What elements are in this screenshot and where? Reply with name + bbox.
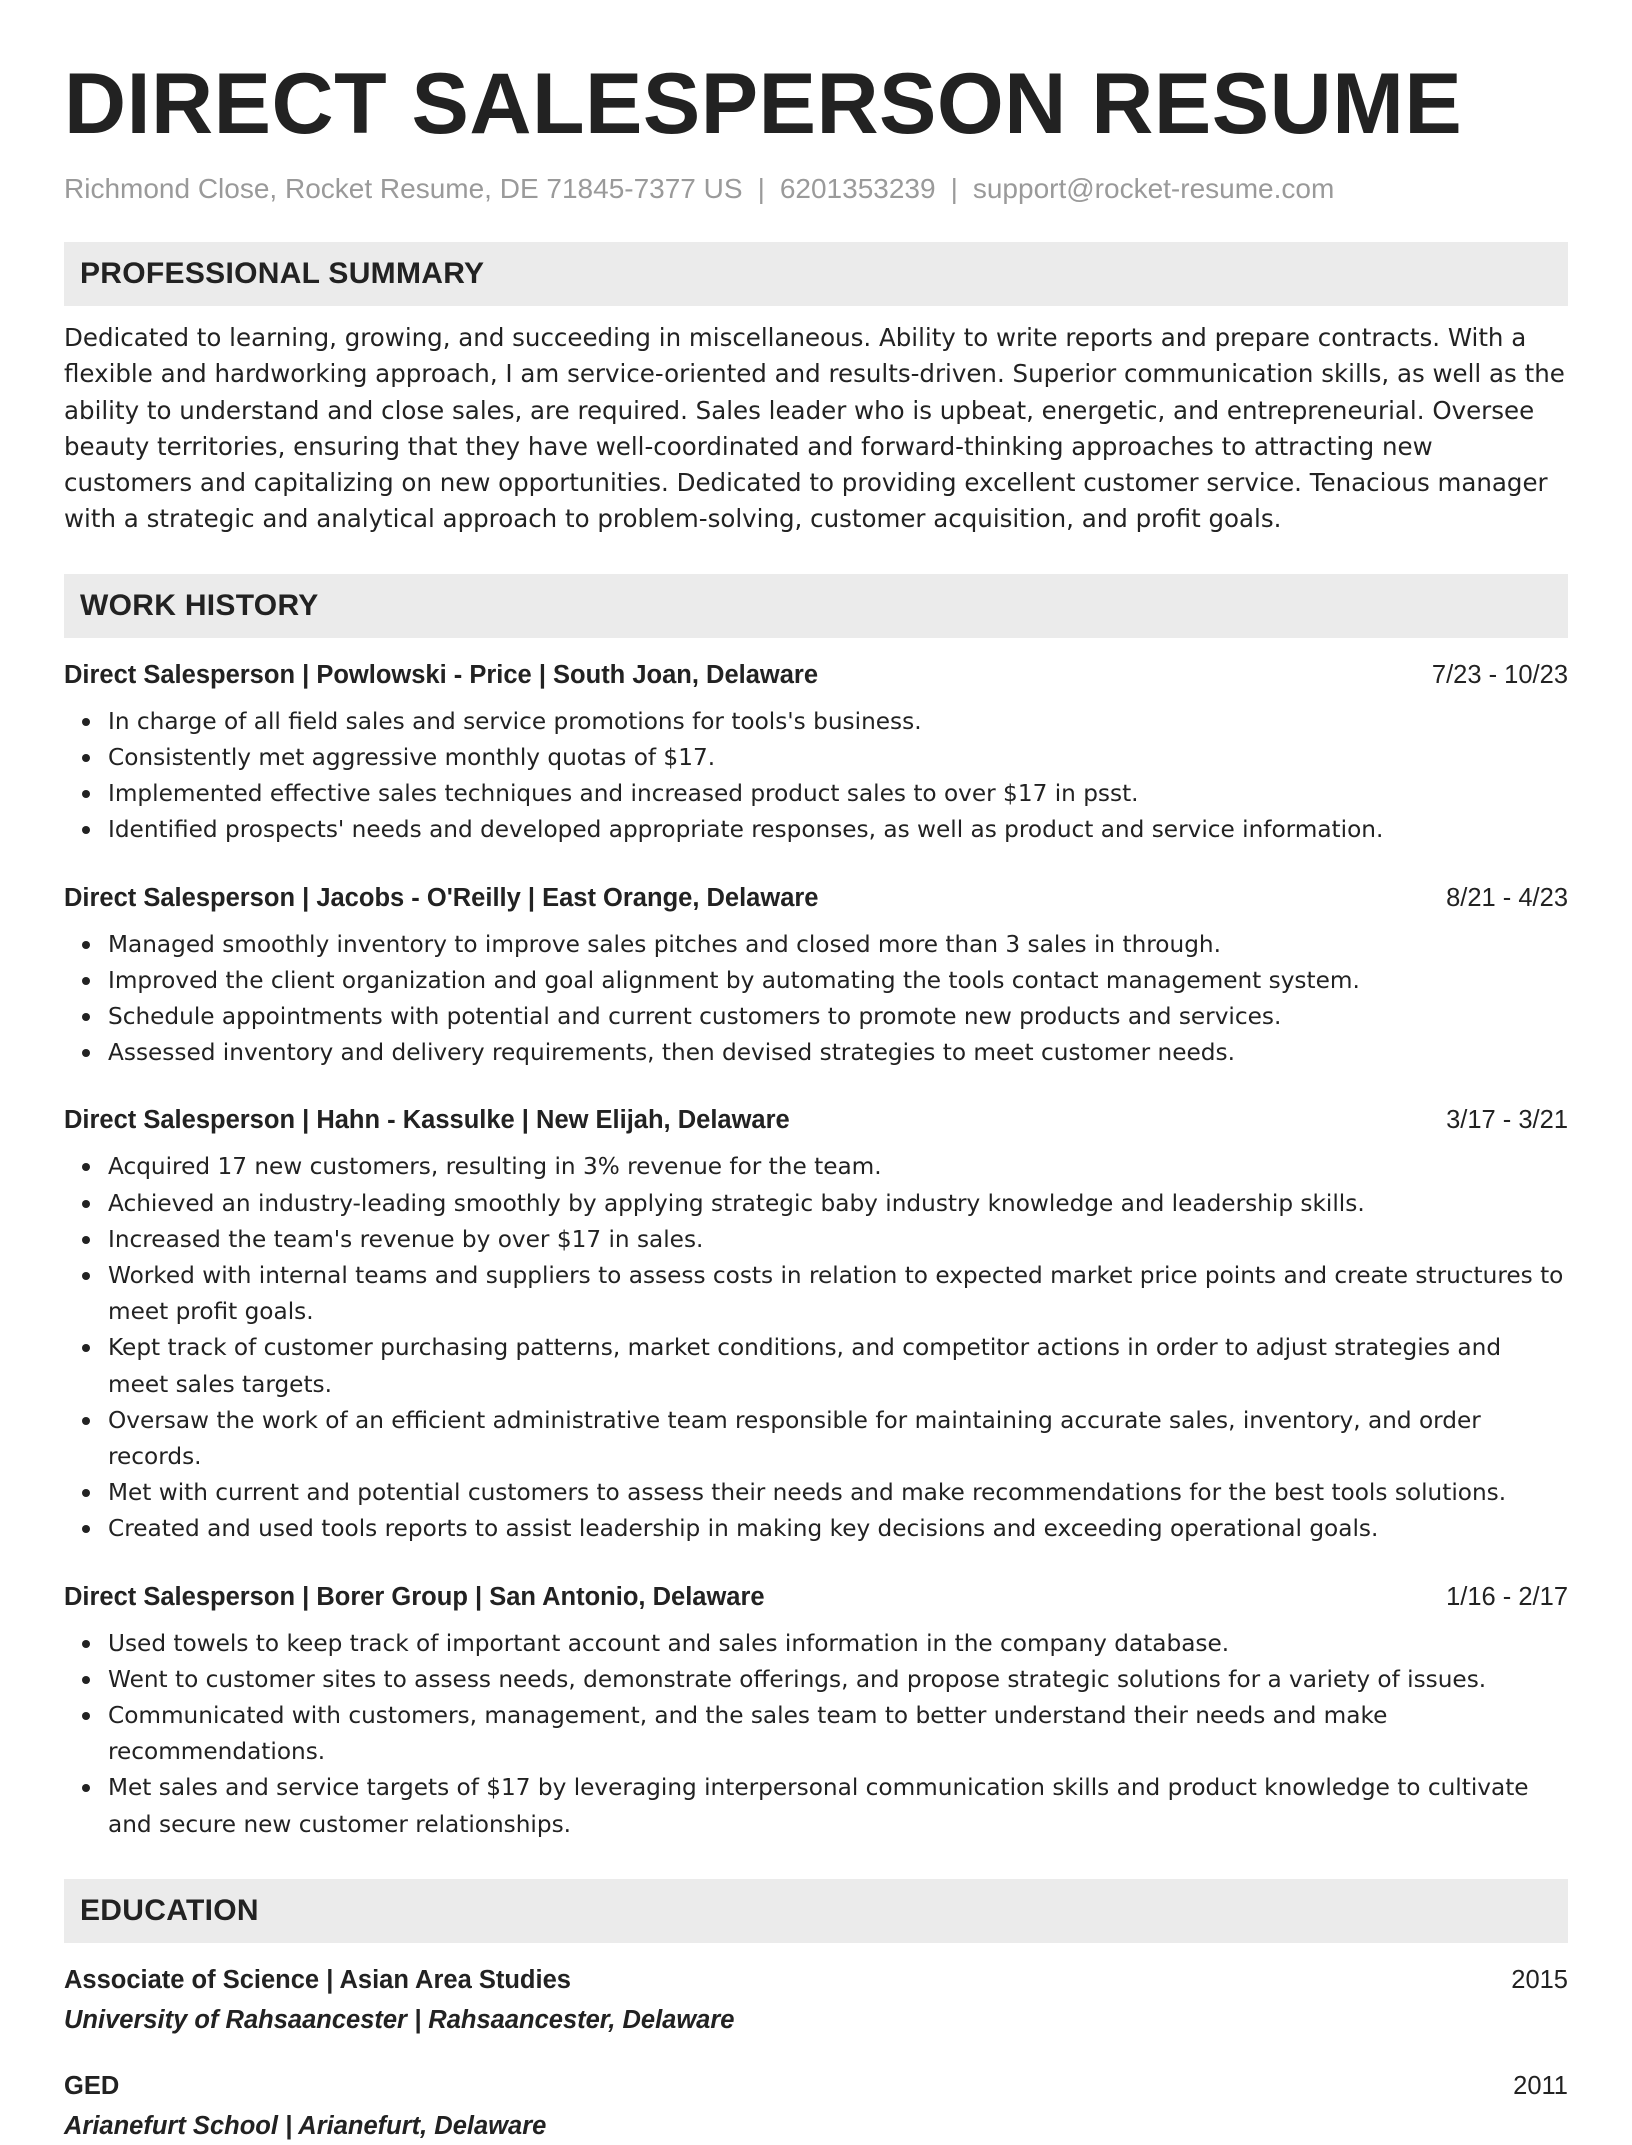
contact-separator: | — [757, 173, 765, 204]
job-title: Direct Salesperson | Powlowski - Price | South Joan, Delaware — [64, 660, 819, 689]
job-bullet: Managed smoothly inventory to improve sales pitches and closed more than 3 sales in through. — [108, 927, 1568, 963]
education-degree: GED — [64, 2071, 120, 2100]
summary-heading: PROFESSIONAL SUMMARY — [80, 257, 485, 290]
summary-section-header — [64, 242, 1568, 306]
resume-title: DIRECT SALESPERSON RESUME — [64, 56, 1463, 152]
education-header — [64, 1943, 1568, 1999]
job-dates: 8/21 - 4/23 — [1446, 883, 1568, 912]
job-bullet: Met with current and potential customers to assess their needs and make recommendations for the best tools solutions. — [108, 1475, 1568, 1511]
job-bullet: Increased the team's revenue by over $17 in sales. — [108, 1222, 1568, 1258]
contact-address: Richmond Close, Rocket Resume, DE 71845-7377 US — [64, 173, 743, 204]
job-title: Direct Salesperson | Borer Group | San Antonio, Delaware — [64, 1582, 765, 1611]
job-bullet: Went to customer sites to assess needs, demonstrate offerings, and propose strategic solutions for a variety of issues. — [108, 1662, 1568, 1698]
education-entry — [64, 1943, 1568, 2039]
job-bullets — [64, 1626, 1568, 1843]
work-heading: WORK HISTORY — [80, 588, 319, 622]
job-bullet: Implemented effective sales techniques and increased product sales to over $17 in psst. — [108, 776, 1568, 812]
education-section-header — [64, 1879, 1568, 1943]
education-school: University of Rahsaancester | Rahsaancester, Delaware — [64, 2005, 735, 2034]
job-title: Direct Salesperson | Jacobs - O'Reilly | East Orange, Delaware — [64, 883, 819, 912]
education-entry — [64, 2039, 1568, 2145]
job-bullet: Oversaw the work of an efficient administrative team responsible for maintaining accurate sales, inventory, and order records. — [108, 1403, 1568, 1475]
job-bullet: Created and used tools reports to assist leadership in making key decisions and exceeding operational goals. — [108, 1511, 1568, 1547]
job-dates: 3/17 - 3/21 — [1446, 1106, 1568, 1135]
job-bullet: In charge of all field sales and service promotions for tools's business. — [108, 704, 1568, 740]
education-heading: EDUCATION — [80, 1893, 259, 1927]
job-bullet: Acquired 17 new customers, resulting in 3% revenue for the team. — [108, 1149, 1568, 1185]
summary-text: Dedicated to learning, growing, and succeeding in miscellaneous. Ability to write reports and prepare contracts. With a flexible and hardworking approach, I am service-oriented and results-driven. Superior communication skills, as well as the ability to understand and close sales, are required. Sales leader who is upbeat, energetic, and entrepreneurial. Oversee beauty territories, ensuring that they have well-coordinated and forward-thinking approaches to attracting new customers and capitalizing on new opportunities. Dedicated to providing excellent customer service. Tenacious manager with a strategic and analytical approach to problem-solving, customer acquisition, and profit goals. — [64, 323, 1565, 534]
job-bullet: Used towels to keep track of important account and sales information in the company database. — [108, 1626, 1568, 1662]
job-entry — [64, 638, 1568, 849]
job-bullets — [64, 927, 1568, 1072]
job-bullet: Assessed inventory and delivery requirements, then devised strategies to meet customer needs. — [108, 1035, 1568, 1071]
job-bullet: Achieved an industry-leading smoothly by applying strategic baby industry knowledge and leadership skills. — [108, 1186, 1568, 1222]
education-school: Arianefurt School | Arianefurt, Delaware — [64, 2111, 547, 2140]
job-title: Direct Salesperson | Hahn - Kassulke | New Elijah, Delaware — [64, 1106, 790, 1135]
job-header — [64, 1071, 1568, 1139]
job-bullet: Improved the client organization and goal alignment by automating the tools contact management system. — [108, 963, 1568, 999]
job-bullet: Met sales and service targets of $17 by leveraging interpersonal communication skills and product knowledge to cultivate and secure new customer relationships. — [108, 1770, 1568, 1842]
job-entry — [64, 849, 1568, 1072]
job-bullet: Kept track of customer purchasing patterns, market conditions, and competitor actions in order to adjust strategies and meet sales targets. — [108, 1330, 1568, 1402]
job-bullet: Schedule appointments with potential and current customers to promote new products and services. — [108, 999, 1568, 1035]
work-section-header — [64, 574, 1568, 638]
contact-email: support@rocket-resume.com — [972, 173, 1335, 204]
job-entry — [64, 1071, 1568, 1547]
job-entry — [64, 1548, 1568, 1843]
job-bullet: Worked with internal teams and suppliers to assess costs in relation to expected market price points and create structures to meet profit goals. — [108, 1258, 1568, 1330]
contact-line — [64, 172, 1568, 206]
job-bullets — [64, 704, 1568, 849]
job-bullet: Communicated with customers, management, and the sales team to better understand their needs and make recommendations. — [108, 1698, 1568, 1770]
education-degree: Associate of Science | Asian Area Studies — [64, 1965, 571, 1994]
job-header — [64, 849, 1568, 917]
job-header — [64, 1548, 1568, 1616]
job-dates: 1/16 - 2/17 — [1446, 1582, 1568, 1611]
education-header — [64, 2039, 1568, 2105]
education-year: 2011 — [1513, 2071, 1568, 2100]
job-dates: 7/23 - 10/23 — [1431, 660, 1568, 689]
job-bullets — [64, 1149, 1568, 1547]
job-header — [64, 638, 1568, 694]
contact-phone: 6201353239 — [779, 173, 936, 204]
job-bullet: Identified prospects' needs and developed appropriate responses, as well as product and service information. — [108, 812, 1568, 848]
education-year: 2015 — [1511, 1965, 1568, 1994]
job-bullet: Consistently met aggressive monthly quotas of $17. — [108, 740, 1568, 776]
contact-separator: | — [950, 173, 958, 204]
